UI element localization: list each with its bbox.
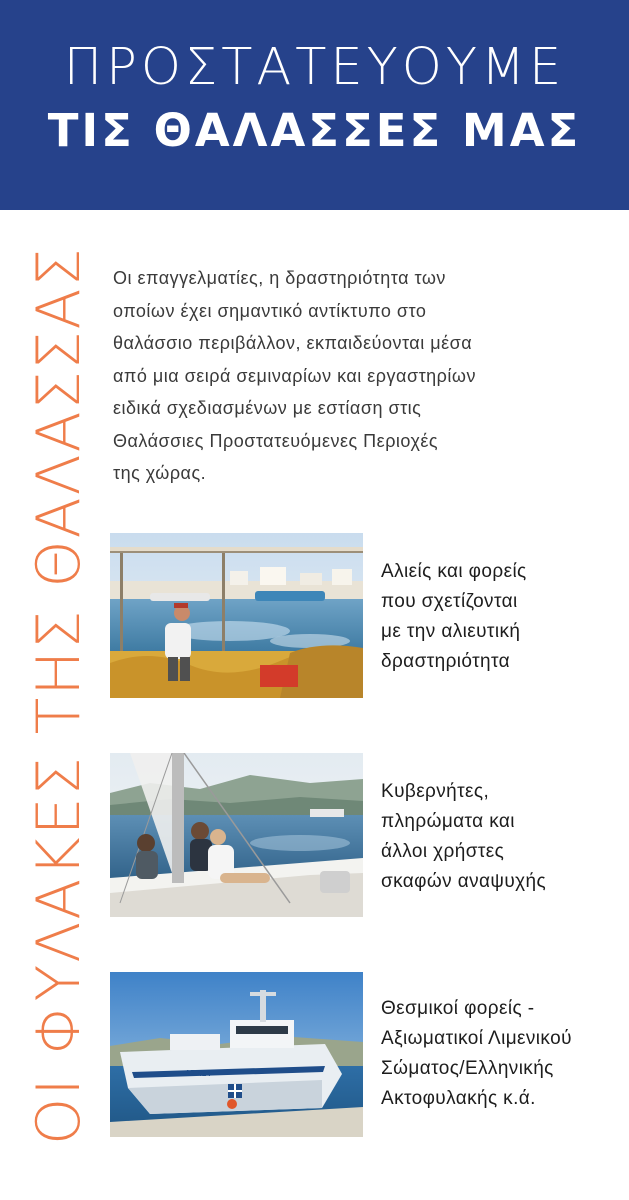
caption-line: Κυβερνήτες,: [381, 781, 490, 802]
fishermen-harbor-photo: [110, 533, 363, 698]
side-vertical-title: ΟΙ ΦΥΛΑΚΕΣ ΤΗΣ ΘΑΛΑΣΣΑΣ: [24, 246, 94, 1145]
caption-line: άλλοι χρήστες: [381, 841, 505, 862]
caption-line: με την αλιευτική: [381, 621, 521, 642]
caption-line: πληρώματα και: [381, 811, 515, 832]
intro-line: της χώρας.: [113, 463, 207, 483]
header-banner: [0, 0, 629, 210]
page-title-line2: ΤΙΣ ΘΑΛΑΣΣΕΣ ΜΑΣ: [47, 104, 582, 157]
caption-line: Σώματος/Ελληνικής: [381, 1058, 554, 1079]
vessel-marking: ΛΣ 414: [185, 1069, 211, 1078]
caption-coast-guard: [381, 994, 626, 1114]
caption-line: Αλιείς και φορείς: [381, 561, 527, 582]
intro-line: ειδικά σχεδιασμένων με εστίαση στις: [113, 398, 422, 418]
intro-line: Οι επαγγελματίες, η δραστηριότητα των: [113, 268, 446, 288]
caption-line: Ακτοφυλακής κ.ά.: [381, 1088, 536, 1109]
coast-guard-vessel-photo: [110, 972, 363, 1137]
caption-line: Αξιωματικοί Λιμενικού: [381, 1028, 572, 1049]
caption-line: που σχετίζονται: [381, 591, 518, 612]
caption-line: σκαφών αναψυχής: [381, 871, 547, 892]
sailboat-deck-photo: [110, 753, 363, 917]
caption-line: δραστηριότητα: [381, 651, 510, 672]
caption-line: Θεσμικοί φορείς -: [381, 998, 535, 1019]
intro-line: από μια σειρά σεμιναρίων και εργαστηρίων: [113, 365, 476, 386]
caption-yachts: [381, 777, 626, 897]
intro-line: Θαλάσσιες Προστατευόμενες Περιοχές: [113, 430, 439, 451]
intro-line: οποίων έχει σημαντικό αντίκτυπο στο: [113, 300, 427, 321]
caption-fishermen: [381, 557, 626, 677]
intro-paragraph: [113, 262, 593, 490]
page-title-line1: ΠΡΟΣΤΑΤΕΥΟΥΜΕ: [63, 38, 566, 97]
intro-line: θαλάσσιο περιβάλλον, εκπαιδεύονται μέσα: [113, 333, 473, 353]
